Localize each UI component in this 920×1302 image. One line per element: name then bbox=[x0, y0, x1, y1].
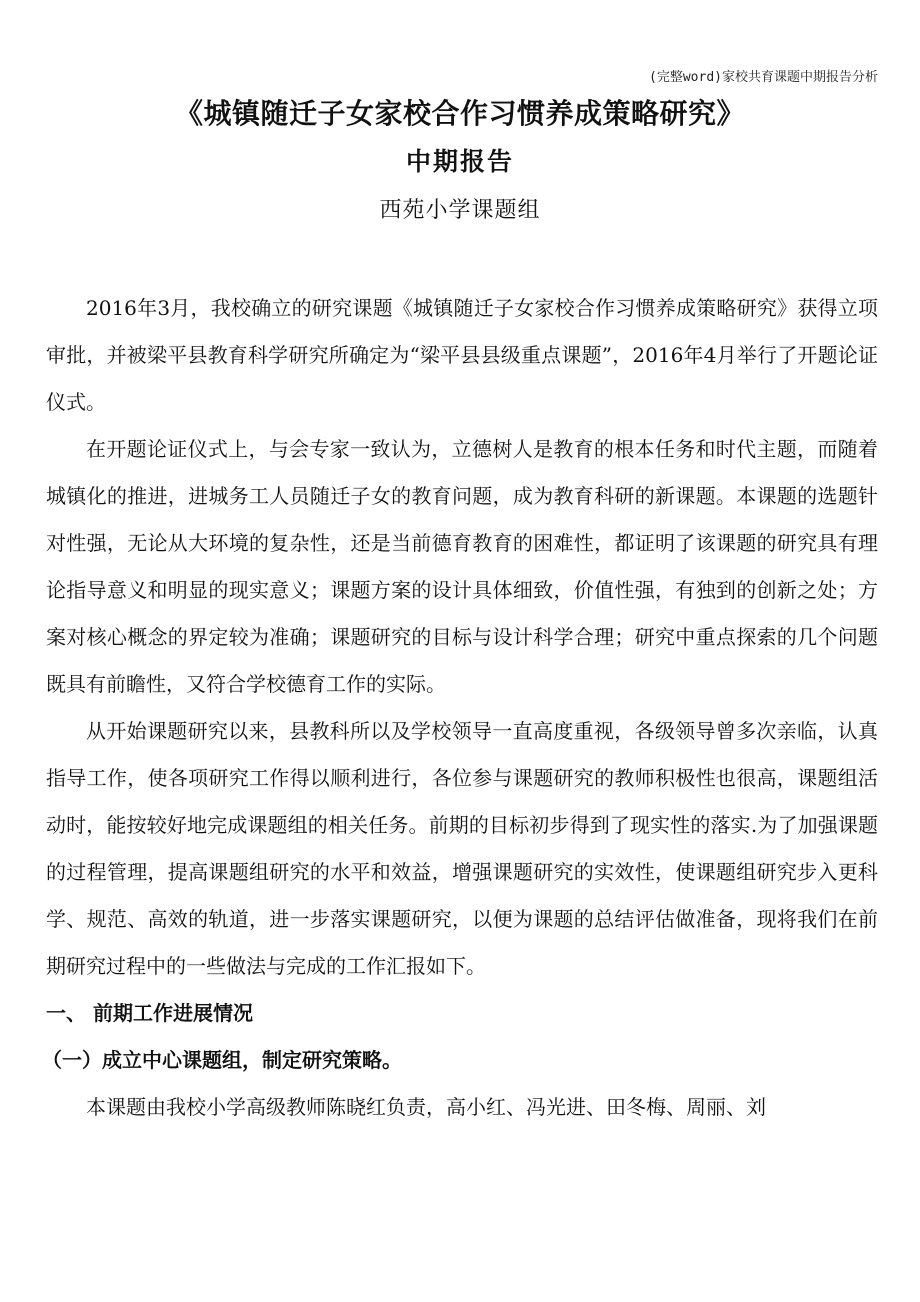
document-subtitle: 中期报告 bbox=[405, 147, 514, 176]
paragraph-progress: 从开始课题研究以来，县教科所以及学校领导一直高度重视，各级领导曾多次亲临，认真指导工作，使各项研究工作得以顺利进行，各位参与课题研究的教师积极性也很高，课题组活动时，能按较好地完成课题组的相关任务。前期的目标初步得到了现实性的落实.为了加强课题的过程管理，提高课题组研究的水平和效益，增强课题研究的实效性，使课题组研究步入更科学、规范、高效的轨道，进一步落实课题研究，以便为课题的总结评估做准备，现将我们在前期研究过程中的一些做法与完成的工作汇报如下。 bbox=[46, 719, 878, 978]
section-heading: 一、 前期工作进展情况 bbox=[46, 1001, 253, 1025]
document-author: 西苑小学课题组 bbox=[379, 198, 541, 223]
paragraph-intro: 2016年3月，我校确立的研究课题《城镇随迁子女家校合作习惯养成策略研究》获得立项审批，并被梁平县教育科学研究所确定为“梁平县县级重点课题”，2016年4月举行了开题论证仪式。 bbox=[46, 296, 878, 414]
running-header: (完整word)家校共育课题中期报告分析 bbox=[649, 70, 878, 85]
paragraph-expert-review: 在开题论证仪式上，与会专家一致认为，立德树人是教育的根本任务和时代主题，而随着城镇化的推进，进城务工人员随迁子女的教育问题，成为教育科研的新课题。本课题的选题针对性强，无论从大环境的复杂性，还是当前德育教育的困难性，都证明了该课题的研究具有理论指导意义和明显的现实意义；课题方案的设计具体细致，价值性强，有独到的创新之处；方案对核心概念的界定较为准确；课题研究的目标与设计科学合理；研究中重点探索的几个问题既具有前瞻性，又符合学校德育工作的实际。 bbox=[46, 437, 878, 696]
document-title: 《城镇随迁子女家校合作习惯养成策略研究》 bbox=[174, 97, 745, 130]
paragraph-team: 本课题由我校小学高级教师陈晓红负责，高小红、冯光进、田冬梅、周丽、刘 bbox=[86, 1095, 766, 1119]
document-body bbox=[42, 285, 878, 1131]
subsection-heading: （一）成立中心课题组，制定研究策略。 bbox=[42, 1048, 402, 1072]
